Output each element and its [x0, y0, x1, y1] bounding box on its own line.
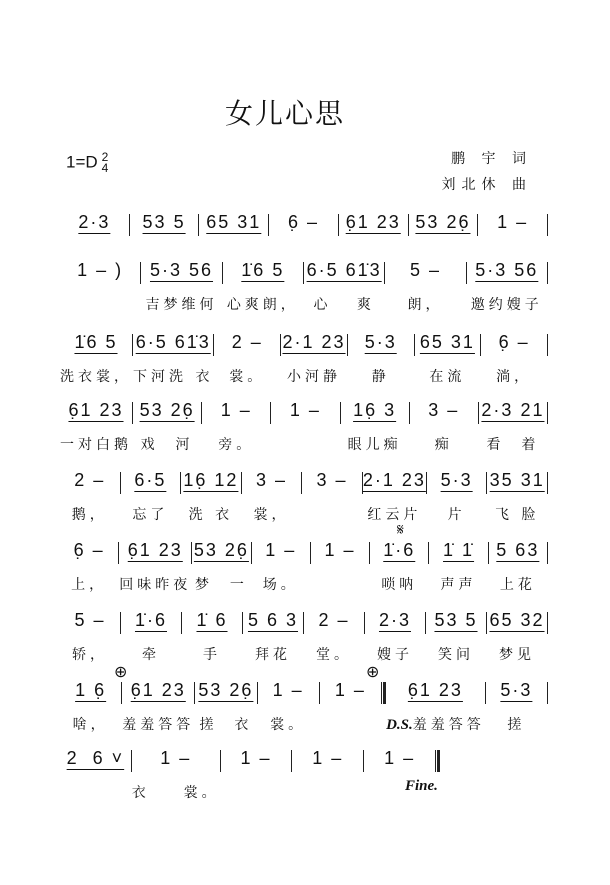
barline: [547, 334, 548, 356]
lyrics: [119, 574, 191, 592]
lyric-text: 唢呐: [381, 577, 418, 593]
measure: [223, 260, 303, 312]
score-line: [60, 610, 548, 662]
lyrics: [507, 714, 525, 732]
notes: 2 6 ˅: [66, 748, 125, 768]
measure: [386, 680, 485, 732]
measure: [192, 540, 250, 592]
lyrics: [381, 574, 417, 592]
lyric-text: 手: [203, 647, 221, 663]
lyric-text: 啥，: [72, 717, 109, 733]
notes: 6·5 61̇3: [135, 332, 211, 352]
lyrics: [145, 294, 217, 312]
score-line: [60, 332, 548, 384]
lyric-text: 一对白鹅: [60, 437, 132, 453]
measure: [60, 540, 118, 592]
lyric-text: 忘了: [132, 507, 169, 523]
notes: 2·3 21: [481, 400, 545, 420]
notes: 6̣1 23: [345, 212, 401, 232]
notes: 6̣1 23: [407, 680, 463, 700]
notes: 1̇ 1̇: [443, 540, 475, 560]
measure: [60, 332, 132, 384]
lyrics: [141, 434, 194, 452]
notes: 1 –: [324, 540, 356, 560]
lyrics: [441, 574, 477, 592]
measure: [409, 212, 478, 264]
lyrics: [367, 504, 421, 522]
coda-icon: ⊕: [114, 664, 128, 681]
lyrics: [229, 366, 265, 384]
measure: [478, 212, 547, 264]
measure: [385, 260, 465, 312]
lyrics: [377, 644, 413, 662]
measure: [302, 470, 362, 522]
notes: 1 –: [289, 400, 321, 420]
notes: 2·1 23: [362, 470, 426, 490]
lyrics: [499, 644, 535, 662]
lyrics: [500, 574, 536, 592]
lyric-text: 堂。: [316, 647, 352, 663]
measure: [426, 610, 486, 662]
lyrics: [429, 366, 465, 384]
measure: [269, 212, 338, 264]
lyric-text: 鹅，: [71, 507, 108, 523]
lyric-text: 笑问: [438, 647, 474, 663]
lyric-text: 下河洗 衣: [133, 369, 214, 385]
lyric-text: 搓: [507, 717, 526, 733]
ds-marking: D.S.: [386, 717, 413, 733]
lyric-text: 声声: [440, 577, 477, 593]
lyric-text: 梦见: [499, 647, 535, 663]
lyrics: [199, 714, 252, 732]
measure: [487, 470, 547, 522]
lyricist-credit: 鹏 宇 词: [451, 151, 532, 167]
lyrics: [372, 366, 390, 384]
lyric-text: 羞羞答答: [412, 717, 485, 733]
measure: [199, 212, 268, 264]
measure: [348, 332, 414, 384]
lyrics: [72, 504, 108, 522]
notes: 53 26̣: [198, 680, 254, 700]
lyrics: [72, 644, 108, 662]
score-line: [60, 540, 548, 592]
lyrics: [133, 366, 213, 384]
score-line: [60, 400, 548, 452]
notes: 5 63: [496, 540, 540, 560]
lyric-text: 上花: [499, 577, 536, 593]
score-line: [60, 212, 548, 264]
notes: 53 26̣: [193, 540, 249, 560]
notes: 1 –: [312, 748, 344, 768]
notes: 5·3: [440, 470, 473, 490]
lyrics: [316, 644, 352, 662]
lyrics: [60, 366, 132, 384]
notes: 6·5: [134, 470, 167, 490]
lyric-text: 裳。: [270, 717, 307, 733]
lyric-text: 牵: [142, 647, 160, 663]
song-title: 女儿心思: [224, 97, 345, 130]
notes: 1 6̣: [75, 680, 107, 700]
notes: 2 –: [318, 610, 350, 630]
notes: 5 –: [409, 260, 441, 280]
measure: [304, 610, 364, 662]
lyrics: [435, 434, 453, 452]
notes: 5 –: [74, 610, 106, 630]
barline: [547, 472, 548, 494]
measure: [292, 748, 363, 800]
lyric-text: 轿，: [72, 647, 108, 663]
notes: 1̇ 6: [196, 610, 228, 630]
notes: 2·1 23: [282, 332, 346, 352]
fine-marking: Fine.: [405, 778, 438, 794]
notes: 65 31: [206, 212, 262, 232]
lyric-text: 静: [371, 369, 390, 385]
score-line: [60, 748, 440, 800]
measure: [121, 470, 181, 522]
lyrics: [189, 504, 233, 522]
lyric-text: 小河静: [287, 369, 341, 385]
lyric-text: 场。: [262, 577, 299, 593]
lyrics: [486, 434, 539, 452]
notes: 35 31: [489, 470, 545, 490]
notes: 1 – ): [77, 260, 124, 280]
lyric-text: 回味昨夜: [119, 577, 192, 593]
measure: [122, 680, 194, 732]
measure: [370, 540, 428, 592]
time-bottom: 4: [101, 161, 109, 175]
lyric-text: 拜花: [255, 647, 291, 663]
time-top: 2: [101, 150, 109, 164]
lyric-text: 朗，: [407, 297, 444, 313]
coda-icon: ⊕: [366, 664, 380, 681]
barline: [547, 214, 548, 236]
measure: [221, 748, 292, 800]
lyrics: [313, 294, 374, 312]
notes: 5·3 56: [149, 260, 214, 280]
measure: [60, 680, 121, 732]
lyrics: [71, 574, 107, 592]
notes: 1 –: [272, 680, 304, 700]
barline: [547, 682, 548, 704]
notes: 1 –: [240, 748, 272, 768]
measure: [195, 680, 256, 732]
measure: [60, 212, 129, 264]
lyric-text: 看 着: [486, 437, 540, 453]
measure: [487, 610, 547, 662]
notes: 1 –: [160, 748, 192, 768]
measure: [242, 470, 302, 522]
lyric-text: 衣 裳。: [131, 785, 220, 801]
lyric-text: 搓 衣: [199, 717, 253, 733]
measure: [60, 470, 120, 522]
lyrics: [142, 644, 160, 662]
measure: [365, 610, 425, 662]
notes: 6̣ –: [73, 540, 105, 560]
notes: 6̣ –: [498, 332, 530, 352]
notes: 2·3: [78, 212, 111, 232]
notes: 53 26̣: [415, 212, 471, 232]
lyric-text: 羞羞答答: [122, 717, 195, 733]
lyrics: [218, 434, 254, 452]
lyrics: [386, 714, 485, 732]
lyrics: [448, 504, 466, 522]
measure: [311, 540, 369, 592]
notes: 6̣1 23: [127, 540, 183, 560]
notes: 1̇·6: [383, 540, 416, 560]
notes: 53 5: [434, 610, 478, 630]
lyrics: [270, 714, 306, 732]
key: 1=D: [66, 152, 98, 172]
measure: [141, 260, 221, 312]
measure: [363, 470, 426, 522]
measure: [258, 680, 319, 732]
lyric-text: 梦 一: [194, 577, 248, 593]
key-signature: [66, 152, 108, 174]
notes: 1̇·6: [134, 610, 167, 630]
notes: 2 –: [231, 332, 263, 352]
lyrics: [132, 504, 168, 522]
lyrics: [348, 434, 402, 452]
lyric-text: 红云片: [367, 507, 422, 523]
lyrics: [73, 714, 109, 732]
measure: [60, 748, 131, 800]
composer-credit: 刘北休 曲: [441, 177, 532, 193]
measure: [339, 212, 408, 264]
measure: [130, 212, 199, 264]
score-line: [60, 680, 548, 732]
lyric-text: 洗衣裳，: [60, 369, 132, 385]
notes: 1 –: [220, 400, 252, 420]
notes: 5 6 3: [247, 610, 299, 630]
measure: [182, 610, 242, 662]
measure: [202, 400, 270, 452]
notes: 1 –: [497, 212, 529, 232]
notes: 16̣ 3: [353, 400, 397, 420]
notes: 53 26̣: [139, 400, 195, 420]
lyric-text: 在流: [429, 369, 466, 385]
notes: 53 5: [142, 212, 186, 232]
lyric-text: 痴: [434, 437, 453, 453]
lyrics: [287, 366, 341, 384]
notes: 3 –: [428, 400, 460, 420]
measure: [479, 400, 547, 452]
measure: [271, 400, 339, 452]
lyric-text: 邀约嫂子: [470, 297, 543, 313]
score-line: [60, 470, 548, 522]
barline: [547, 402, 548, 424]
measure: [133, 332, 213, 384]
segno-icon: 𝄋: [397, 522, 404, 539]
score-line: [60, 260, 548, 312]
lyric-text: 裳，: [253, 507, 290, 523]
lyric-text: 片: [447, 507, 466, 523]
notes: 1 –: [384, 748, 416, 768]
measure: [243, 610, 303, 662]
notes: 6̣1 23: [68, 400, 124, 420]
measure: [60, 400, 132, 452]
measure: [121, 610, 181, 662]
measure: [252, 540, 310, 592]
lyric-text: 嫂子: [377, 647, 413, 663]
measure: [481, 332, 547, 384]
measure: [486, 680, 547, 732]
lyrics: [132, 782, 220, 800]
lyrics: [195, 574, 248, 592]
notes: 5·3: [500, 680, 533, 700]
measure: [489, 540, 547, 592]
lyric-text: 吉梦维何: [145, 297, 218, 313]
lyric-text: 眼儿痴: [347, 437, 402, 453]
measure: [364, 748, 435, 800]
measure: [281, 332, 347, 384]
notes: 1̇6 5: [241, 260, 285, 280]
notes: 65 32: [489, 610, 545, 630]
lyrics: [263, 574, 299, 592]
lyrics: [495, 504, 539, 522]
measure: [410, 400, 478, 452]
time-signature: [102, 152, 109, 174]
lyrics: [471, 294, 543, 312]
measure: [415, 332, 481, 384]
notes: 3 –: [255, 470, 287, 490]
measure: [181, 470, 241, 522]
double-barline: [435, 750, 440, 772]
lyrics: [255, 644, 291, 662]
notes: 5·3: [364, 332, 397, 352]
lyrics: [122, 714, 194, 732]
notes: 5·3 56: [475, 260, 539, 280]
notes: 6̣ –: [288, 212, 320, 232]
measure: [132, 748, 220, 800]
measure: [304, 260, 384, 312]
lyric-text: 心 爽: [313, 297, 375, 313]
measure: [427, 470, 487, 522]
lyrics: [407, 294, 443, 312]
notes: 1 –: [334, 680, 366, 700]
measure: [320, 680, 381, 732]
measure: [214, 332, 280, 384]
lyrics: [60, 434, 132, 452]
barline: [547, 542, 548, 564]
measure: [429, 540, 487, 592]
measure: [467, 260, 547, 312]
notes: 6̣1 23: [130, 680, 186, 700]
lyrics: [496, 366, 532, 384]
measure: [341, 400, 409, 452]
notes: 65 31: [419, 332, 475, 352]
notes: 16̣ 12: [183, 470, 239, 490]
lyric-text: 洗 衣: [188, 507, 234, 523]
barline: [547, 612, 548, 634]
measure: [119, 540, 191, 592]
lyric-text: 戏 河: [140, 437, 194, 453]
lyric-text: 旁。: [218, 437, 255, 453]
measure: [133, 400, 201, 452]
lyrics: [227, 294, 299, 312]
lyric-text: 裳。: [229, 369, 266, 385]
notes: 1 –: [265, 540, 297, 560]
notes: 3 –: [316, 470, 348, 490]
notes: 1̇6 5: [74, 332, 118, 352]
lyric-text: 飞 脸: [494, 507, 540, 523]
notes: 2·3: [378, 610, 411, 630]
measure: [60, 260, 140, 312]
measure: [60, 610, 120, 662]
barline: [547, 262, 548, 284]
lyric-text: 上，: [71, 577, 108, 593]
lyrics: [203, 644, 221, 662]
notes: 2 –: [74, 470, 106, 490]
notes: 6·5 61̇3: [306, 260, 382, 280]
lyric-text: 淌，: [496, 369, 533, 385]
lyric-text: 心爽朗，: [226, 297, 299, 313]
lyrics: [438, 644, 474, 662]
lyrics: [253, 504, 289, 522]
